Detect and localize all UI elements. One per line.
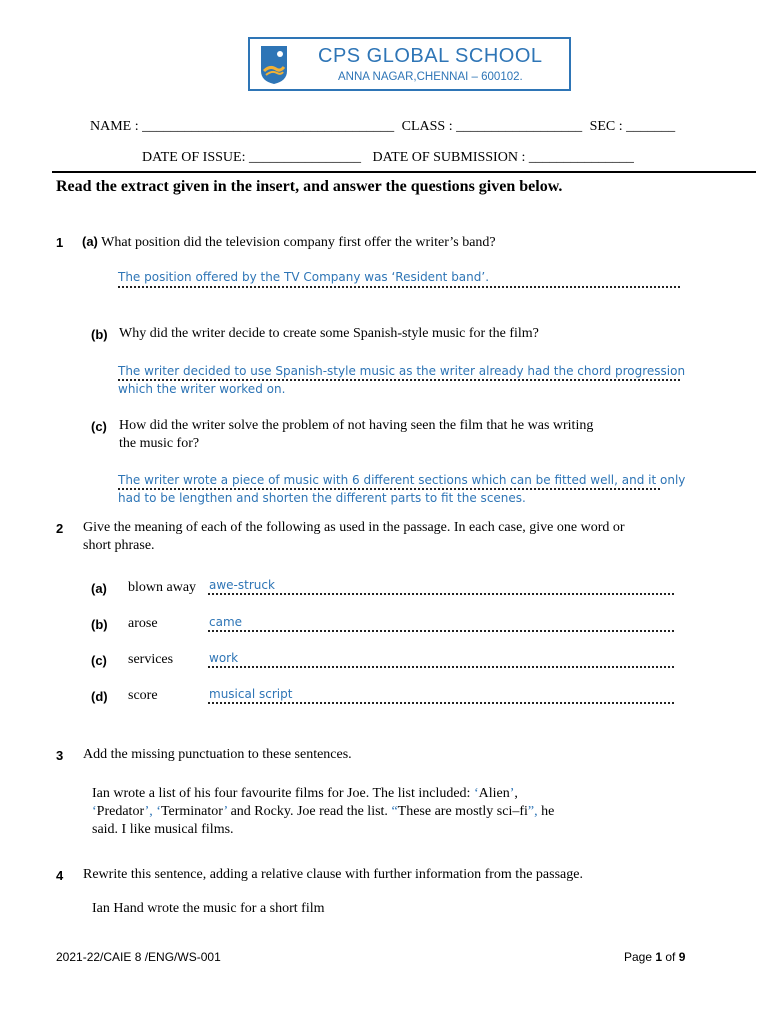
document-code: 2021-22/CAIE 8 /ENG/WS-001 [56, 950, 221, 964]
answer-text[interactable]: The writer wrote a piece of music with 6 different sections which can be fitted well, and it only [118, 473, 686, 487]
question-text: How did the writer solve the problem of not having seen the film that he was writing [119, 418, 594, 433]
page-number [624, 950, 685, 964]
form-line-2 [142, 149, 634, 167]
question-text: short phrase. [83, 538, 155, 553]
passage-text: Predator [96, 804, 145, 819]
answer-line [208, 630, 674, 632]
school-name: CPS GLOBAL SCHOOL [318, 45, 543, 67]
answer-line [118, 286, 680, 288]
question-1a [82, 233, 496, 252]
answer-text[interactable]: musical script [209, 687, 293, 701]
passage-text: he [537, 804, 555, 819]
passage-line: said. I like musical films. [92, 822, 234, 837]
instruction-heading: Read the extract given in the insert, and answer the questions given below. [56, 178, 563, 195]
answer-text[interactable]: The position offered by the TV Company was ‘Resident band’. [118, 270, 490, 284]
class-field-label: CLASS : __________________ [401, 119, 583, 134]
answer-line [208, 593, 674, 595]
school-address: ANNA NAGAR,CHENNAI – 600102. [338, 71, 523, 83]
answer-line [118, 379, 680, 381]
sentence-to-rewrite: Ian Hand wrote the music for a short film [92, 901, 325, 916]
added-punctuation: ’, ‘ [144, 804, 161, 819]
part-label: (a) [82, 234, 98, 249]
date-of-submission-label: DATE OF SUBMISSION : _______________ [372, 150, 634, 165]
passage-line [92, 785, 518, 803]
added-punctuation: ‘ [92, 804, 97, 819]
page-label: Page [624, 950, 656, 964]
answer-line [208, 666, 674, 668]
vocab-word: score [128, 688, 158, 703]
vocab-word: blown away [128, 580, 197, 595]
answer-text[interactable]: work [209, 651, 239, 665]
part-label: (d) [91, 689, 108, 704]
header-divider [52, 171, 756, 173]
passage-text: These are mostly sci–fi [397, 804, 528, 819]
part-label: (c) [91, 653, 107, 668]
answer-text[interactable]: The writer decided to use Spanish-style music as the writer already had the chord progression [118, 364, 686, 378]
form-line-1 [90, 118, 675, 136]
question-text: Why did the writer decide to create some Spanish-style music for the film? [119, 326, 539, 341]
date-of-issue-label: DATE OF ISSUE: ________________ [142, 150, 361, 165]
sec-field-label: SEC : _______ [589, 119, 676, 134]
part-label: (c) [91, 419, 107, 434]
part-label: (a) [91, 581, 107, 596]
added-punctuation: “ [391, 804, 398, 819]
name-field-label: NAME : ____________________________________ [90, 119, 395, 134]
question-text: What position did the television company first offer the writer’s band? [101, 235, 496, 250]
school-logo-box [248, 37, 571, 91]
answer-text[interactable]: awe-struck [209, 578, 275, 592]
question-text: Add the missing punctuation to these sentences. [83, 747, 352, 762]
passage-text: Terminator [160, 804, 224, 819]
added-punctuation: ’ [223, 804, 228, 819]
passage-text: , [514, 786, 518, 801]
added-punctuation: ”, [527, 804, 538, 819]
question-number: 1 [56, 235, 64, 250]
vocab-word: arose [128, 616, 158, 631]
question-number: 4 [56, 868, 64, 883]
added-punctuation: ‘ [473, 786, 479, 801]
school-crest-icon [260, 45, 288, 85]
answer-text[interactable]: which the writer worked on. [118, 382, 286, 396]
passage-text: and Rocky. Joe read the list. [227, 804, 392, 819]
question-text: the music for? [119, 436, 200, 451]
answer-line [118, 488, 660, 490]
question-text: Rewrite this sentence, adding a relative clause with further information from the passage. [83, 867, 583, 882]
passage-text: Ian wrote a list of his four favourite films for Joe. The list included: [92, 786, 474, 801]
answer-text[interactable]: had to be lengthen and shorten the different parts to fit the scenes. [118, 491, 526, 505]
question-text: Give the meaning of each of the following as used in the passage. In each case, give one word or [83, 520, 625, 535]
current-page: 1 [655, 950, 663, 964]
part-label: (b) [91, 327, 108, 342]
page-label: of [662, 950, 679, 964]
total-pages: 9 [678, 950, 686, 964]
question-number: 3 [56, 748, 64, 763]
vocab-word: services [128, 652, 174, 667]
added-punctuation: ’ [509, 786, 515, 801]
answer-text[interactable]: came [209, 615, 243, 629]
passage-line [92, 803, 554, 821]
answer-line [208, 702, 674, 704]
passage-text: Alien [478, 786, 510, 801]
question-number: 2 [56, 521, 64, 536]
part-label: (b) [91, 617, 108, 632]
